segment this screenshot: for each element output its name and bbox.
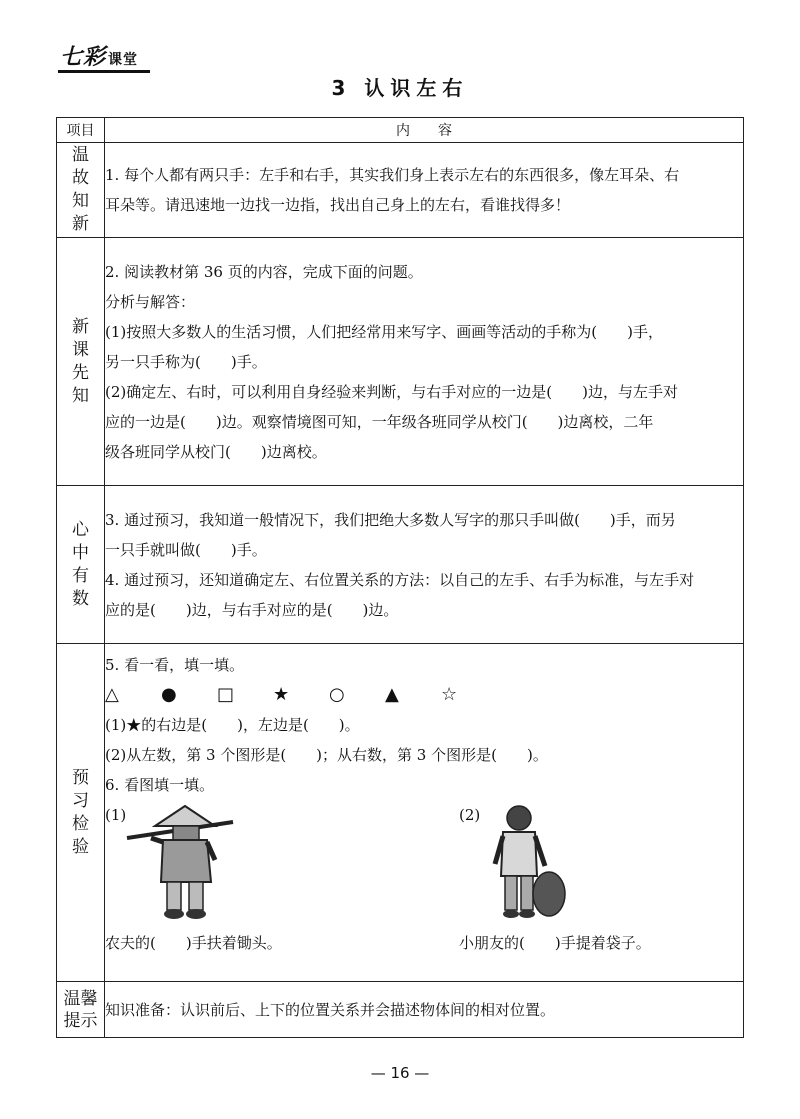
logo-subtext: 课堂 [108,52,139,68]
circle-outline-icon: ○ [329,684,345,705]
row-content [105,143,744,238]
child-figure [459,800,719,960]
label-char: 预 [72,767,89,788]
label-line [57,988,104,1010]
text-line: 耳朵等。请迅速地一边找一边指，找出自己身上的左右，看谁找得多！ [105,196,571,214]
logo-text: 七彩 [60,45,107,70]
question-title: 6. 看图填一填。 [105,776,215,794]
label-char: 知 [72,385,89,406]
label-char: 中 [72,542,89,563]
figure-label: (2) [459,806,481,824]
circle-filled-icon: ● [161,684,177,705]
square-outline-icon: □ [217,684,235,705]
triangle-filled-icon: ▲ [385,684,399,705]
text-line: 4. 通过预习，还知道确定左、右位置关系的方法：以自己的左手、右手为标准，与左手对 [105,570,695,589]
figure-caption: 小朋友的( )手提着袋子。 [459,934,651,952]
label-char: 验 [72,836,89,857]
page-number: — 16 — [370,1064,430,1082]
figure-label: (1) [105,806,127,824]
row-content [105,486,744,644]
label-char: 温 [72,145,89,165]
text-line: (1)按照大多数人的生活习惯，人们把经常用来写字、画画等活动的手称为( )手， [105,322,663,341]
row-label [57,486,105,644]
label-char: 习 [72,790,89,811]
label-char: 提 [63,1010,81,1031]
star-outline-icon: ☆ [441,684,458,705]
table-row [57,644,744,982]
child-illustration [479,802,569,922]
label-char: 新 [72,316,89,337]
text-line: 级各班同学从校门( )边离校。 [105,442,327,461]
label-char: 温 [63,988,81,1009]
label-char: 数 [72,588,89,609]
shape-sequence [105,680,743,710]
star-filled-icon: ★ [273,684,290,705]
table-row [57,486,744,644]
row-content [105,982,744,1038]
row-label [57,982,105,1038]
row-content [105,238,744,486]
row-label [57,143,105,238]
triangle-outline-icon: △ [105,684,119,705]
label-char: 馨 [80,988,98,1009]
figure-caption: 农夫的( )手扶着锄头。 [105,934,282,952]
question-title: 5. 看一看，填一填。 [105,656,245,674]
farmer-illustration [125,802,245,922]
table-row [57,982,744,1038]
page-title: 3 认识左右 [331,76,469,100]
text-line: 3. 通过预习，我知道一般情况下，我们把绝大多数人写字的那只手叫做( )手，而另 [105,510,676,529]
label-char: 示 [80,1010,98,1031]
label-line [57,1010,104,1032]
header-item: 项目 [57,118,105,143]
text-line: 2. 阅读教材第 36 页的内容，完成下面的问题。 [105,262,423,281]
table-header-row [57,118,744,143]
brand-logo [60,40,138,71]
text-line: 1. 每个人都有两只手：左手和右手，其实我们身上表示左右的东西很多，像左耳朵、右 [105,166,680,184]
text-line: 知识准备：认识前后、上下的位置关系并会描述物体间的相对位置。 [105,1000,556,1019]
header-content: 内容 [105,118,744,143]
label-char: 知 [72,191,89,211]
label-char: 心 [72,519,89,540]
row-label [57,644,105,982]
text-line: (2)确定左、右时，可以利用自身经验来判断，与右手对应的一边是( )边，与左手对 [105,382,678,401]
text-line: (1)★的右边是( )，左边是( )。 [105,716,360,734]
label-char: 课 [72,339,89,360]
text-line: 应的是( )边，与右手对应的是( )边。 [105,600,399,619]
row-label [57,238,105,486]
row-content [105,644,744,982]
label-char: 新 [72,214,89,234]
figure-area [105,800,743,960]
label-char: 先 [72,362,89,383]
label-char: 有 [72,565,89,586]
content-table [56,117,744,1038]
table-row [57,238,744,486]
label-char: 检 [72,813,89,834]
text-line: 分析与解答： [105,292,196,311]
text-line: (2)从左数，第 3 个图形是( )；从右数，第 3 个图形是( )。 [105,746,548,764]
text-line: 另一只手称为( )手。 [105,352,267,371]
farmer-figure [105,800,445,960]
table-row [57,143,744,238]
label-char: 故 [72,168,89,188]
text-line: 应的一边是( )边。观察情境图可知，一年级各班同学从校门( )边离校，二年 [105,412,654,431]
text-line: 一只手就叫做( )手。 [105,540,267,559]
